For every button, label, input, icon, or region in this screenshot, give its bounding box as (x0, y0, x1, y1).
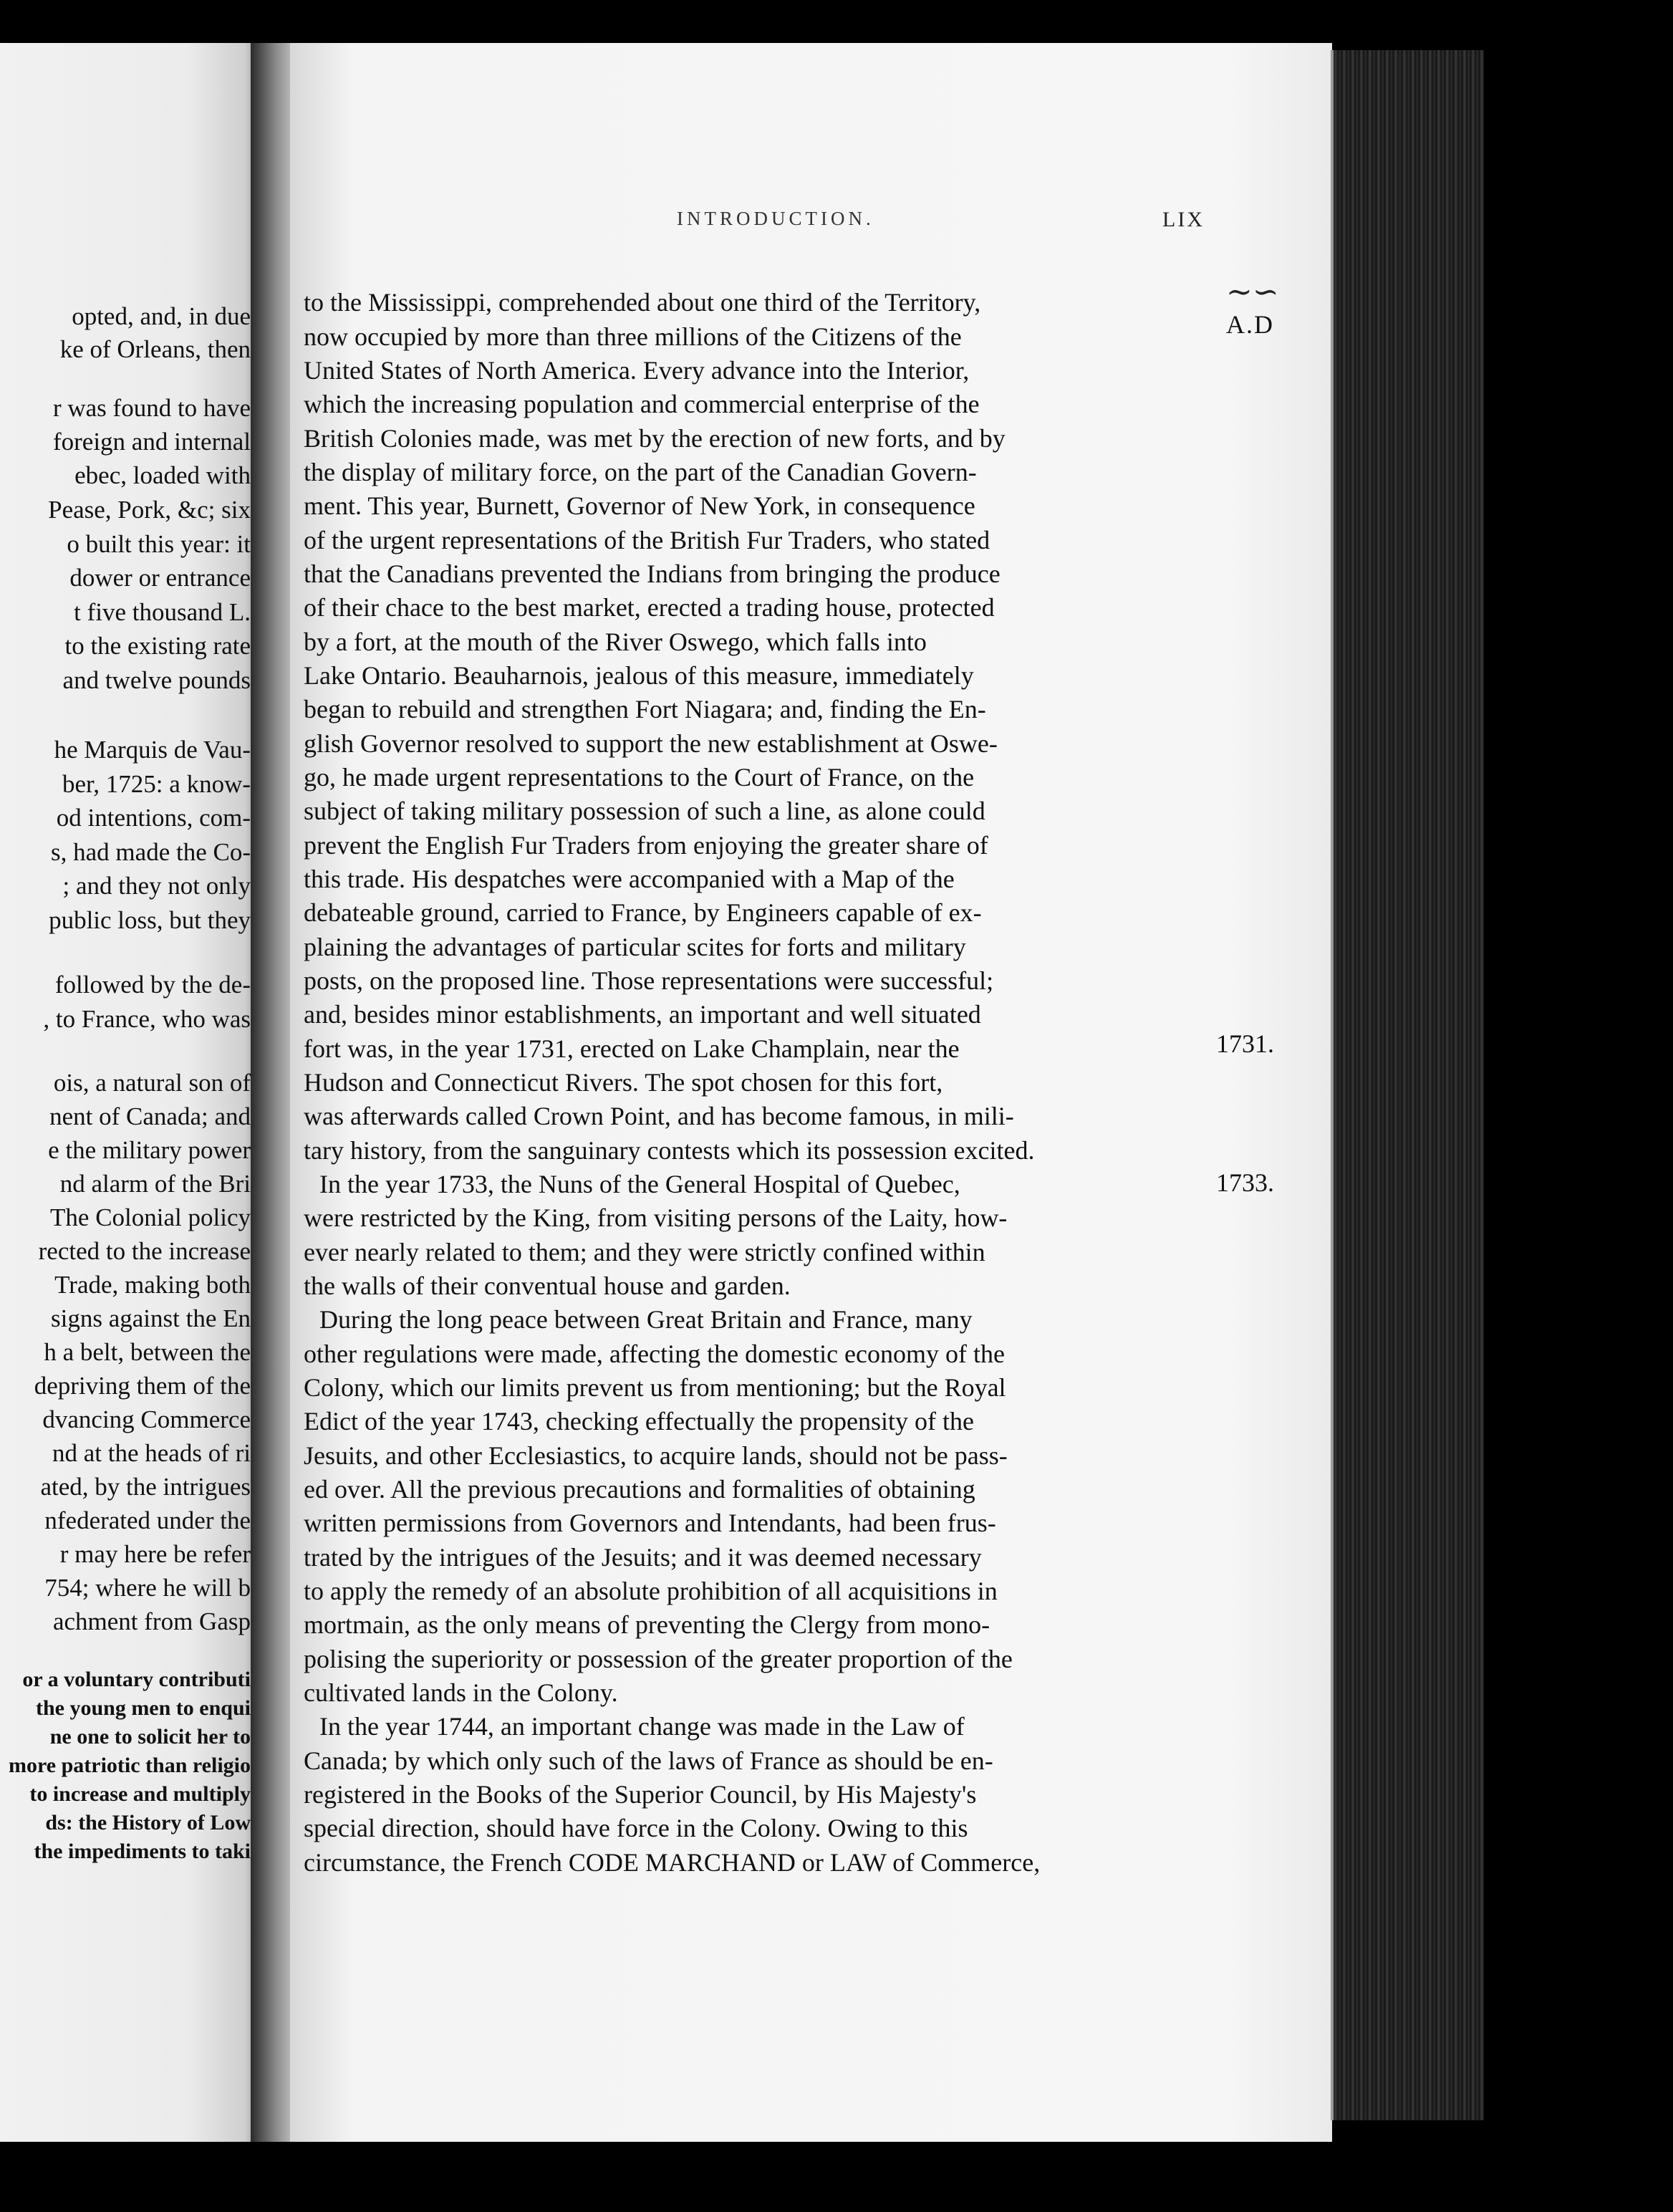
left-footnote-line: the impediments to taki (34, 1840, 251, 1863)
body-line: mortmain, as the only means of preventing the Clergy from mono- (304, 1610, 990, 1639)
left-line: od intentions, com- (56, 804, 251, 832)
left-line: achment from Gasp (52, 1607, 251, 1635)
body-line: ever nearly related to them; and they were strictly confined within (304, 1238, 985, 1266)
left-line: nd at the heads of ri (52, 1439, 251, 1467)
body-line: prevent the English Fur Traders from enjoying the greater share of (304, 831, 988, 860)
left-line: ; and they not only (62, 872, 251, 900)
left-line: ber, 1725: a know- (62, 770, 251, 798)
left-line: dower or entrance (69, 564, 251, 592)
body-line: written permissions from Governors and Intendants, had been frus- (304, 1509, 996, 1537)
body-line: subject of taking military possession of such a line, as alone could (304, 797, 985, 825)
left-line: and twelve pounds (62, 666, 251, 694)
left-line: depriving them of the (34, 1372, 251, 1400)
body-line: circumstance, the French CODE MARCHAND or LAW of Commerce, (304, 1848, 1041, 1877)
left-line: nd alarm of the Bri (59, 1170, 251, 1198)
body-line: of the urgent representations of the British Fur Traders, who stated (304, 526, 990, 554)
body-line: special direction, should have force in the Colony. Owing to this (304, 1814, 968, 1842)
left-line: r was found to have (52, 394, 251, 422)
left-footnote-line: ne one to solicit her to (49, 1725, 251, 1749)
left-line: o built this year: it (67, 530, 251, 558)
body-line: ment. This year, Burnett, Governor of New York, in consequence (304, 491, 975, 520)
body-line: cultivated lands in the Colony. (304, 1678, 618, 1707)
left-footnote-line: to increase and multiply (29, 1782, 251, 1806)
left-line: foreign and internal (52, 428, 251, 456)
left-line: ated, by the intrigues (40, 1473, 251, 1501)
body-line: polising the superiority or possession of the greater proportion of the (304, 1645, 1013, 1673)
left-line: ois, a natural son of (53, 1069, 251, 1097)
left-line: he Marquis de Vau- (54, 736, 251, 764)
body-line: Canada; by which only such of the laws of France as should be en- (304, 1746, 993, 1775)
body-line: Lake Ontario. Beauharnois, jealous of this measure, immediately (304, 661, 974, 690)
left-line: 754; where he will b (44, 1574, 251, 1602)
left-line: nfederated under the (44, 1506, 251, 1534)
left-line: The Colonial policy (50, 1203, 251, 1231)
body-line: registered in the Books of the Superior Council, by His Majesty's (304, 1780, 977, 1809)
left-line: followed by the de- (54, 971, 251, 999)
running-head: INTRODUCTION. (677, 208, 874, 229)
body-line: Colony, which our limits prevent us from mentioning; but the Royal (304, 1373, 1006, 1402)
left-line: e the military power (48, 1136, 251, 1164)
body-line: In the year 1744, an important change was made in the Law of (319, 1712, 965, 1741)
body-line: other regulations were made, affecting the domestic economy of the (304, 1340, 1005, 1368)
left-line: signs against the En (51, 1304, 251, 1332)
body-line: Edict of the year 1743, checking effectually the propensity of the (304, 1407, 974, 1436)
left-line: public loss, but they (49, 906, 251, 934)
margin-year-1731: 1731. (1216, 1029, 1274, 1058)
body-line: Hudson and Connecticut Rivers. The spot chosen for this fort, (304, 1068, 943, 1097)
body-line: was afterwards called Crown Point, and has become famous, in mili- (304, 1102, 1014, 1130)
body-line: go, he made urgent representations to the Court of France, on the (304, 763, 975, 792)
body-line: ed over. All the previous precautions and formalities of obtaining (304, 1475, 975, 1504)
left-line: ebec, loaded with (74, 461, 251, 489)
body-line: posts, on the proposed line. Those representations were successful; (304, 966, 994, 995)
body-line: which the increasing population and commercial enterprise of the (304, 390, 980, 418)
body-line: this trade. His despatches were accompanied with a Map of the (304, 865, 955, 893)
left-line: dvancing Commerce (42, 1405, 251, 1433)
body-line: that the Canadians prevented the Indians from bringing the produce (304, 559, 1001, 588)
body-line: now occupied by more than three millions of the Citizens of the (304, 322, 962, 351)
left-line: , to France, who was (43, 1005, 251, 1033)
body-line: were restricted by the King, from visiting persons of the Laity, how- (304, 1203, 1008, 1232)
body-line: Jesuits, and other Ecclesiastics, to acquire lands, should not be pass- (304, 1441, 1008, 1470)
left-line: nent of Canada; and (49, 1102, 251, 1130)
body-line: of their chace to the best market, erected a trading house, protected (304, 593, 995, 622)
left-line: s, had made the Co- (51, 838, 251, 866)
left-line: opted, and, in due (72, 302, 251, 330)
page-number: LIX (1162, 208, 1205, 231)
left-line: t five thousand L. (74, 598, 251, 626)
left-line: ke of Orleans, then (59, 335, 251, 363)
body-line: During the long peace between Great Britain and France, many (319, 1305, 973, 1334)
body-line: to the Mississippi, comprehended about one third of the Territory, (304, 288, 981, 317)
left-line: h a belt, between the (44, 1338, 251, 1366)
body-line: the display of military force, on the part of the Canadian Govern- (304, 458, 977, 486)
body-line: by a fort, at the mouth of the River Oswego, which falls into (304, 627, 927, 656)
body-line: began to rebuild and strengthen Fort Niagara; and, finding the En- (304, 695, 986, 723)
body-line: British Colonies made, was met by the erection of new forts, and by (304, 424, 1006, 453)
left-page (0, 43, 266, 2142)
margin-tilde-mark: ∼∽ (1226, 274, 1279, 309)
body-line: trated by the intrigues of the Jesuits; and it was deemed necessary (304, 1543, 982, 1572)
body-line: the walls of their conventual house and garden. (304, 1271, 791, 1300)
body-line: United States of North America. Every advance into the Interior, (304, 356, 970, 385)
left-footnote-line: ds: the History of Low (45, 1811, 251, 1834)
left-line: rected to the increase (38, 1237, 251, 1265)
left-line: r may here be refer (59, 1540, 251, 1568)
body-line: plaining the advantages of particular scites for forts and military (304, 933, 966, 961)
left-line: to the existing rate (64, 632, 251, 660)
left-footnote-line: more patriotic than religio (9, 1754, 251, 1777)
margin-ad-label: A.D (1226, 310, 1274, 339)
body-line: to apply the remedy of an absolute prohibition of all acquisitions in (304, 1577, 998, 1605)
left-footnote-line: or a voluntary contributi (22, 1668, 251, 1691)
left-line: Pease, Pork, &c; six (48, 496, 251, 524)
body-line: tary history, from the sanguinary contests which its possession excited. (304, 1136, 1035, 1165)
body-line: fort was, in the year 1731, erected on Lake Champlain, near the (304, 1034, 960, 1063)
body-line: In the year 1733, the Nuns of the General Hospital of Quebec, (319, 1170, 960, 1198)
left-line: Trade, making both (54, 1271, 251, 1299)
body-line: glish Governor resolved to support the new establishment at Oswe- (304, 729, 998, 758)
body-line: debateable ground, carried to France, by Engineers capable of ex- (304, 898, 982, 927)
body-line: and, besides minor establishments, an important and well situated (304, 1000, 981, 1029)
page-edges (1331, 50, 1484, 2120)
left-footnote-line: the young men to enqui (35, 1696, 251, 1720)
margin-year-1733: 1733. (1216, 1168, 1274, 1197)
